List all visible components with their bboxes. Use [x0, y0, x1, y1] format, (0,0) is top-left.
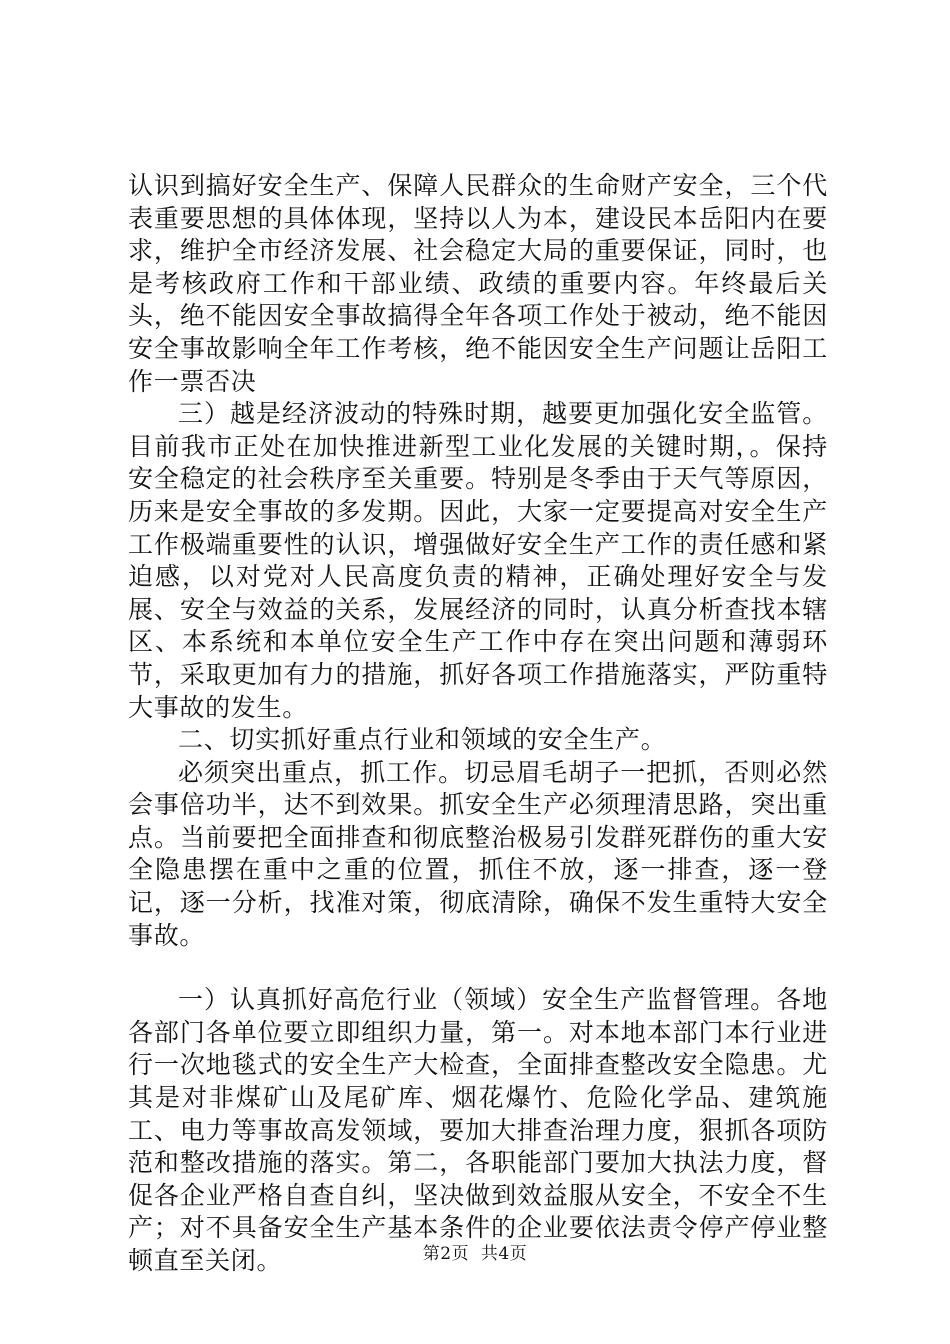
body-paragraph-focus: 必须突出重点，抓工作。切忌眉毛胡子一把抓，否则必然会事倍功半，达不到效果。抓安全生产必须理清思路，突出重点。当前要把全面排查和彻底整治极易引发群死群伤的重大安全隐患摆在重中之重的位置，抓住不放，逐一排查，逐一登记，逐一分析，找准对策，彻底清除，确保不发生重特大安全事故。	[128, 757, 828, 950]
page-footer	[0, 1243, 950, 1265]
paragraph-spacer	[128, 952, 828, 984]
section-heading-2: 二、切实抓好重点行业和领域的安全生产。	[178, 725, 667, 755]
page-number-label: 第2页 共4页	[422, 1244, 528, 1264]
body-paragraph-section-1: 一）认真抓好高危行业（领域）安全生产监督管理。各地各部门各单位要立即组织力量，第一。对本地本部门本行业进行一次地毯式的安全生产大检查，全面排查整改安全隐患。尤其是对非煤矿山及尾矿库、烟花爆竹、危险化学品、建筑施工、电力等事故高发领域，要加大排查治理力度，狠抓各项防范和整改措施的落实。第二，各职能部门要加大执法力度，督促各企业严格自查自纠，坚决做到效益服从安全，不安全不生产；对不具备安全生产基本条件的企业要依法责令停产停业整顿直至关闭。	[128, 985, 828, 1275]
body-paragraph-section-3: 三）越是经济波动的特殊时期，越要更加强化安全监管。目前我市正处在加快推进新型工业化发展的关键时期，。保持安全稳定的社会秩序至关重要。特别是冬季由于天气等原因，历来是安全事故的多发期。因此，大家一定要提高对安全生产工作极端重要性的认识，增强做好安全生产工作的责任感和紧迫感，以对党对人民高度负责的精神，正确处理好安全与发展、安全与效益的关系，发展经济的同时，认真分析查找本辖区、本系统和本单位安全生产工作中存在突出问题和薄弱环节，采取更加有力的措施，抓好各项工作措施落实，严防重特大事故的发生。	[128, 399, 828, 722]
body-paragraph-intro: 认识到搞好安全生产、保障人民群众的生命财产安全，三个代表重要思想的具体体现，坚持以人为本，建设民本岳阳内在要求，维护全市经济发展、社会稳定大局的重要保证，同时，也是考核政府工作和干部业绩、政绩的重要内容。年终最后关头，绝不能因安全事故搞得全年各项工作处于被动，绝不能因安全事故影响全年工作考核，绝不能因安全生产问题让岳阳工作一票否决	[128, 171, 828, 396]
document-body	[128, 170, 828, 1278]
